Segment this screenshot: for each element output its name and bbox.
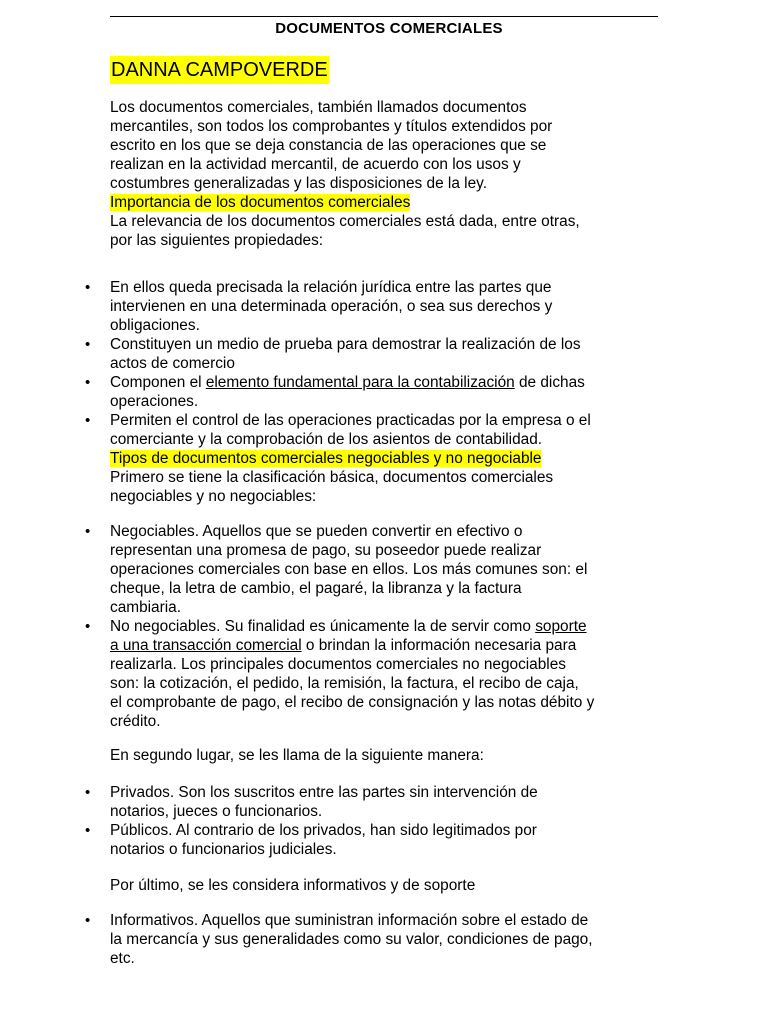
bullet-icon: • bbox=[85, 523, 91, 540]
text-line: el comprobante de pago, el recibo de consignación y las notas débito y bbox=[110, 694, 595, 711]
text-line: negociables y no negociables: bbox=[110, 488, 317, 505]
bullet-icon: • bbox=[85, 784, 91, 801]
bullet-icon: • bbox=[85, 412, 91, 429]
por-ultimo-paragraph: Por último, se les considera informativos y de soporte bbox=[110, 877, 476, 894]
text-line: cambiaria. bbox=[110, 599, 181, 616]
bullet-icon: • bbox=[85, 279, 91, 296]
list-item bbox=[0, 911, 666, 968]
text-line: cheque, la letra de cambio, el pagaré, la libranza y la factura bbox=[110, 580, 522, 597]
list-item bbox=[0, 821, 666, 859]
text-line: comerciante y la comprobación de los asientos de contabilidad. bbox=[110, 431, 543, 448]
heading-importancia: Importancia de los documentos comerciales bbox=[110, 194, 411, 211]
text-line: notarios o funcionarios judiciales. bbox=[110, 841, 337, 858]
link-elemento-fundamental[interactable]: elemento fundamental para la contabilización bbox=[205, 374, 515, 391]
list-item bbox=[0, 783, 666, 821]
text-line: Informativos. Aquellos que suministran información sobre el estado de bbox=[110, 912, 589, 929]
link-transaccion-comercial[interactable]: a una transacción comercial bbox=[110, 637, 302, 654]
document-title: DOCUMENTOS COMERCIALES bbox=[275, 20, 503, 37]
text-line: operaciones. bbox=[110, 393, 199, 410]
text-segment: de dichas bbox=[514, 374, 585, 391]
header-rule bbox=[110, 16, 658, 17]
link-soporte[interactable]: soporte bbox=[535, 618, 587, 635]
list-item bbox=[0, 617, 666, 731]
text-line: por las siguientes propiedades: bbox=[110, 232, 324, 249]
text-segment: No negociables. Su finalidad es únicamente la de servir como bbox=[110, 618, 536, 635]
text-line: etc. bbox=[110, 950, 135, 967]
text-line: intervienen en una determinada operación, o sea sus derechos y bbox=[110, 298, 553, 315]
text-line: En ellos queda precisada la relación jurídica entre las partes que bbox=[110, 279, 552, 296]
text-line: Negociables. Aquellos que se pueden convertir en efectivo o bbox=[110, 523, 523, 540]
bullet-icon: • bbox=[85, 374, 91, 391]
author-name: DANNA CAMPOVERDE bbox=[110, 56, 329, 84]
text-line: Permiten el control de las operaciones practicadas por la empresa o el bbox=[110, 412, 591, 429]
list-item bbox=[0, 278, 666, 335]
text-line: operaciones comerciales con base en ellos. Los más comunes son: el bbox=[110, 561, 588, 578]
list-item bbox=[0, 373, 666, 411]
text-line: Constituyen un medio de prueba para demostrar la realización de los bbox=[110, 336, 581, 353]
text-line: notarios, jueces o funcionarios. bbox=[110, 803, 323, 820]
list-item bbox=[0, 522, 666, 617]
text-line: son: la cotización, el pedido, la remisión, la factura, el recibo de caja, bbox=[110, 675, 579, 692]
bullet-icon: • bbox=[85, 336, 91, 353]
segundo-lugar-paragraph: En segundo lugar, se les llama de la siguiente manera: bbox=[110, 747, 484, 764]
properties-list bbox=[0, 278, 768, 449]
bullet-icon: • bbox=[85, 618, 91, 635]
list-item bbox=[0, 411, 666, 449]
heading-tipos: Tipos de documentos comerciales negociables y no negociable bbox=[110, 450, 542, 467]
text-line: crédito. bbox=[110, 713, 161, 730]
text-line: Públicos. Al contrario de los privados, han sido legitimados por bbox=[110, 822, 537, 839]
text-line: realizan en la actividad mercantil, de acuerdo con los usos y bbox=[110, 156, 521, 173]
informativos-list bbox=[0, 911, 768, 968]
text-segment: o brindan la información necesaria para bbox=[301, 637, 577, 654]
text-line: Privados. Son los suscritos entre las partes sin intervención de bbox=[110, 784, 538, 801]
tipos-section bbox=[110, 449, 666, 506]
text-line: La relevancia de los documentos comerciales está dada, entre otras, bbox=[110, 213, 580, 230]
text-line: escrito en los que se deja constancia de las operaciones que se bbox=[110, 137, 547, 154]
bullet-icon: • bbox=[85, 912, 91, 929]
text-line: mercantiles, son todos los comprobantes y títulos extendidos por bbox=[110, 118, 553, 135]
intro-paragraph bbox=[110, 98, 666, 250]
text-line: Los documentos comerciales, también llamados documentos bbox=[110, 99, 527, 116]
text-line: costumbres generalizadas y las disposiciones de la ley. bbox=[110, 175, 487, 192]
text-segment: Componen el bbox=[110, 374, 206, 391]
negociables-list bbox=[0, 522, 768, 731]
bullet-icon: • bbox=[85, 822, 91, 839]
text-line: actos de comercio bbox=[110, 355, 235, 372]
privados-publicos-list bbox=[0, 783, 768, 859]
text-line: realizarla. Los principales documentos comerciales no negociables bbox=[110, 656, 566, 673]
text-line: Primero se tiene la clasificación básica, documentos comerciales bbox=[110, 469, 554, 486]
text-line: la mercancía y sus generalidades como su valor, condiciones de pago, bbox=[110, 931, 593, 948]
text-line: representan una promesa de pago, su poseedor puede realizar bbox=[110, 542, 542, 559]
list-item bbox=[0, 335, 666, 373]
text-line: obligaciones. bbox=[110, 317, 200, 334]
